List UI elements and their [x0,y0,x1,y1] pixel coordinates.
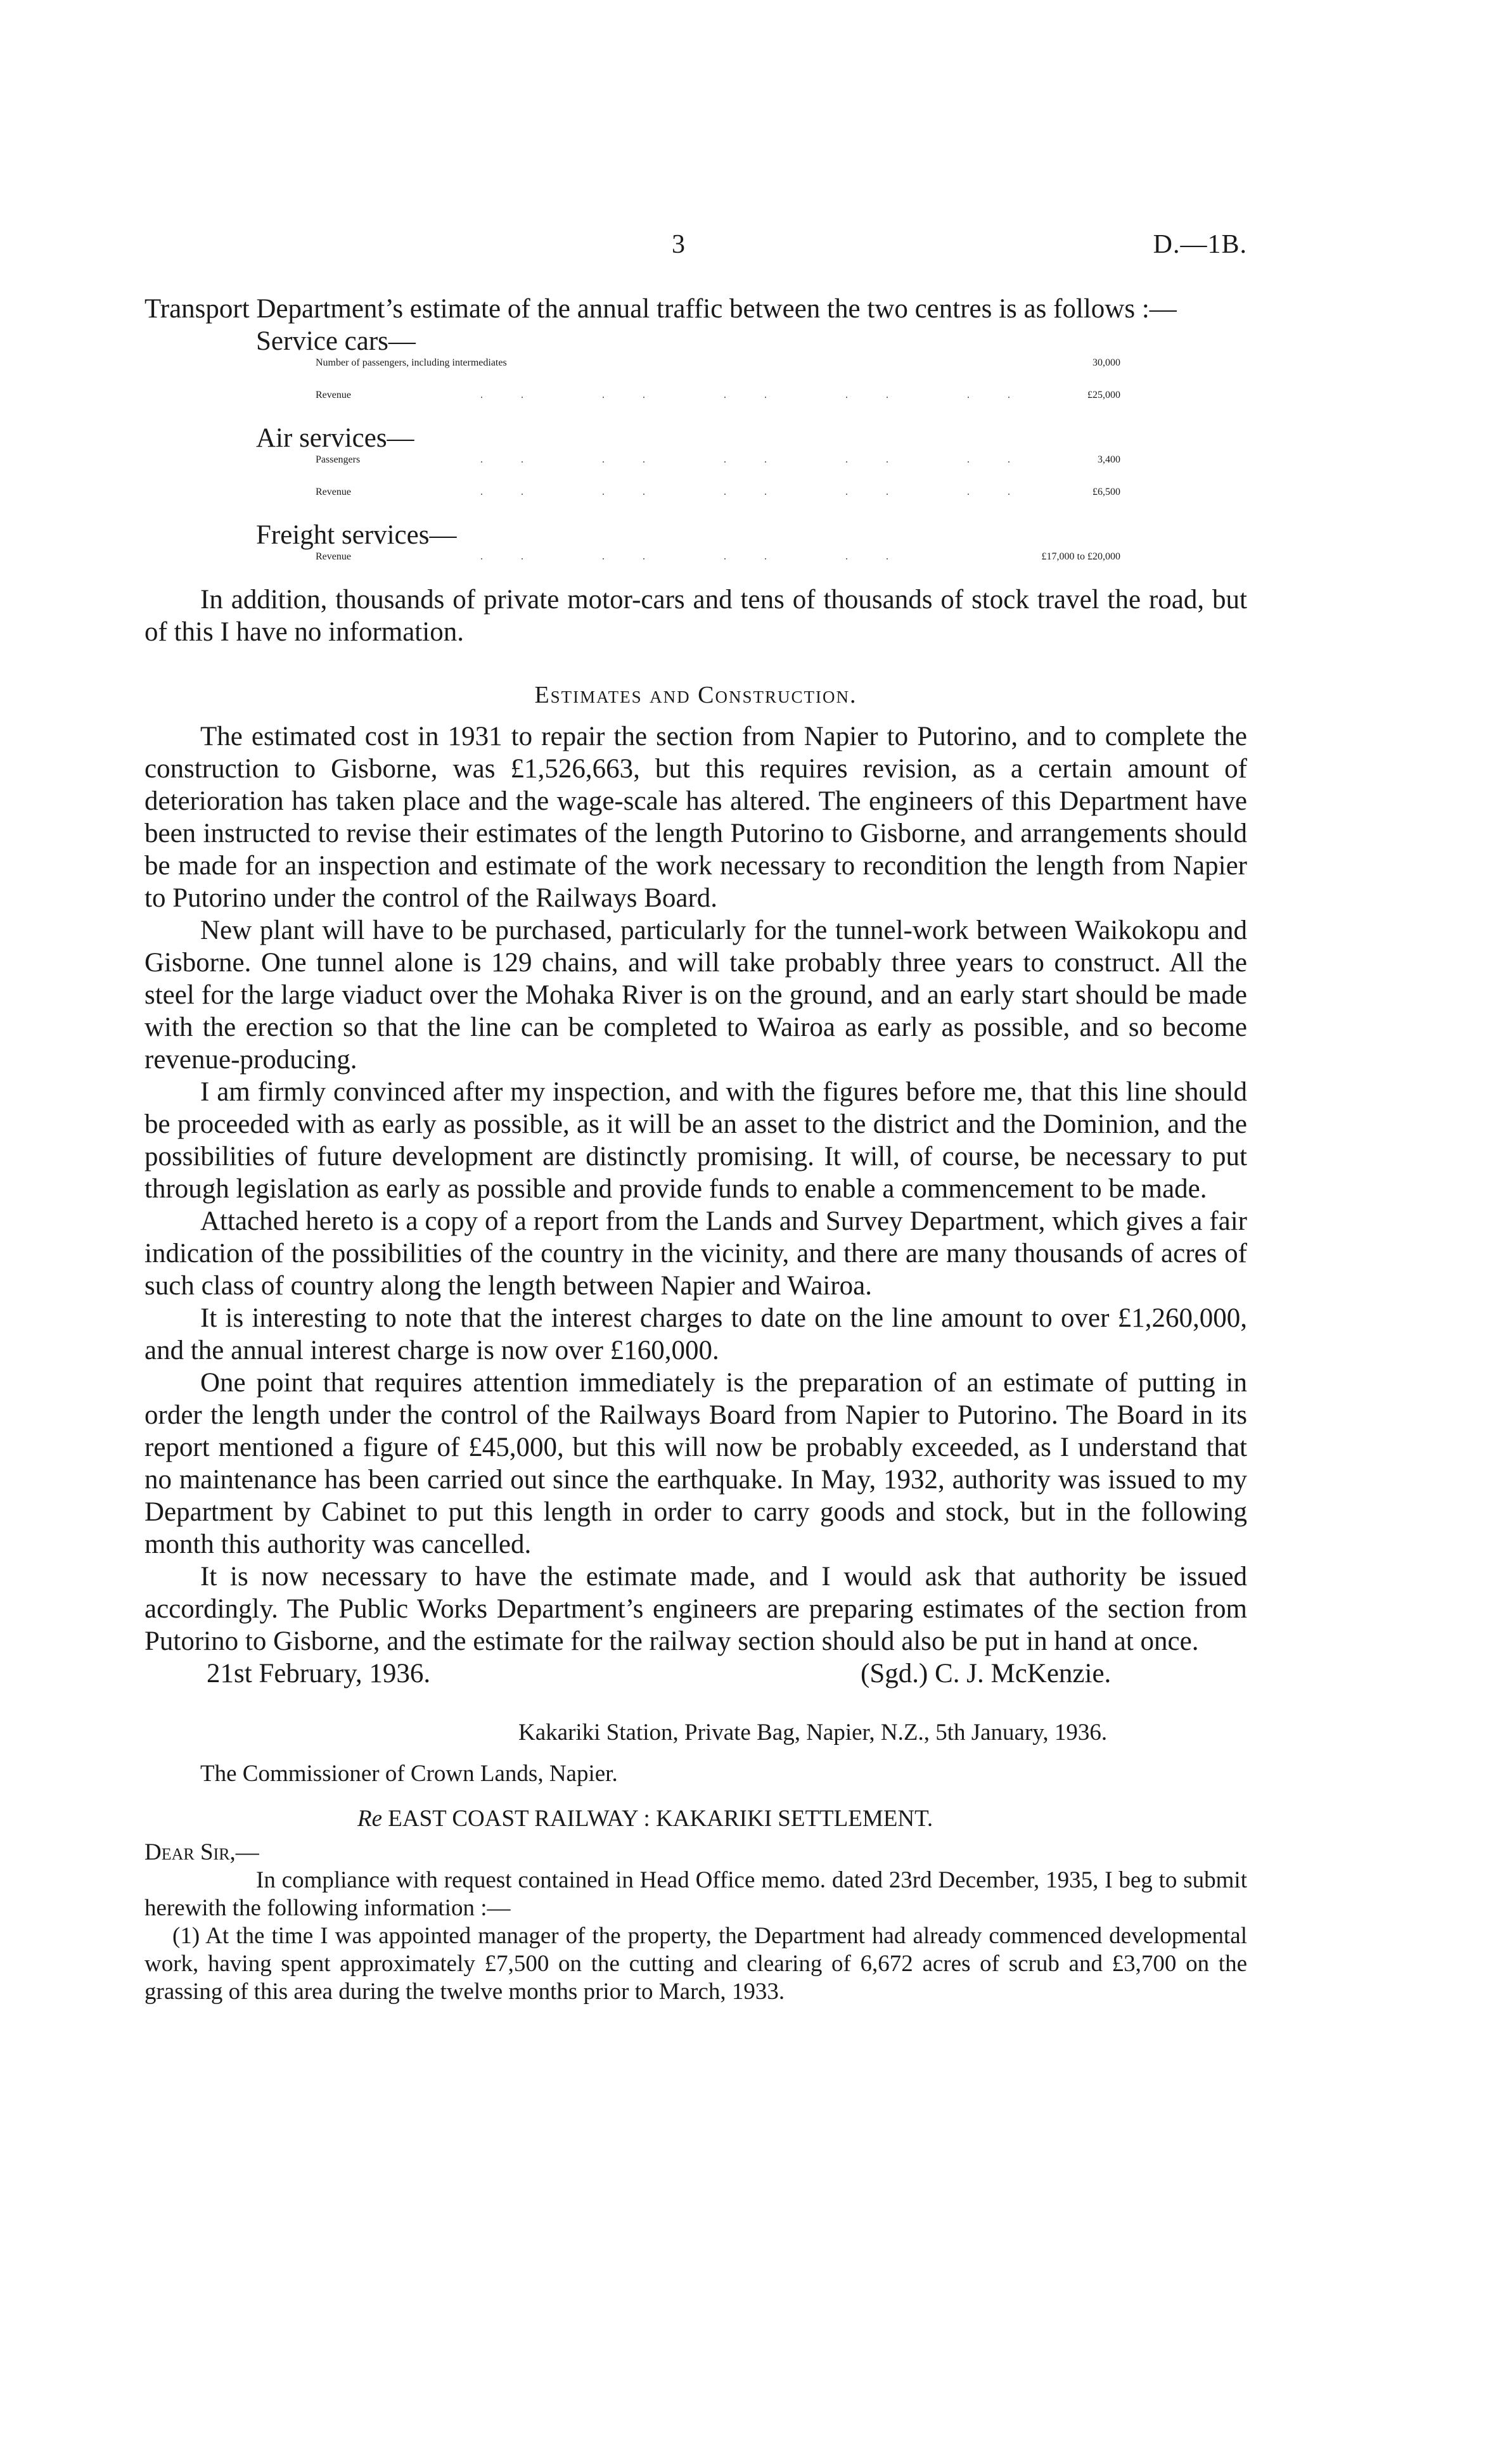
letter-paragraph: (1) At the time I was appointed manager of the property, the Department had already commenced developmental work, having spent approximately £7,500 on the cutting and clearing of 6,672 acres of scrub and £3,700 on the grassing of this area during the twelve months prior to March, 1933. [144,1923,1247,2005]
row-label: Revenue [316,487,351,497]
subject-text: EAST COAST RAILWAY : KAKARIKI SETTLEMENT. [388,1806,933,1832]
table-row [144,454,1120,487]
page-body [144,293,1247,2006]
table-row [144,487,1120,519]
table-row [144,357,1120,390]
row-value: £6,500 [1093,487,1120,497]
dot-leaders: .. .. .. .. .. [480,487,1048,497]
table-group-title: Freight services— [256,520,457,550]
dot-leaders: .. .. .. .. .. [480,454,1048,465]
row-label: Revenue [316,390,351,400]
table-group-freight-services [144,519,1120,551]
dot-leaders: .. .. .. .. .. [480,390,1048,400]
letter-paragraph: In compliance with request contained in Head Office memo. dated 23rd December, 1935, I beg to submit herewith the following information :— [144,1867,1247,1921]
paragraph: I am firmly convinced after my inspection, and with the figures before me, that this line should be proceeded with as early as possible, as it will be an asset to the district and the Dominion, and the possibilities of future development are distinctly promising. It will, of course, be necessary to put through legislation as early as possible and provide funds to enable a commencement to be made. [144,1077,1247,1204]
subject-prefix: Re [357,1806,383,1832]
report-date: 21st February, 1936. [207,1659,431,1688]
table-group-service-cars [144,325,1120,357]
table-group-title: Service cars— [256,326,416,356]
letter-subject [144,1804,1247,1833]
row-value: £25,000 [1087,390,1120,400]
paragraph: The estimated cost in 1931 to repair the section from Napier to Putorino, and to complete the construction to Gisborne, was £1,526,663, but this requires revision, as a certain amount of deterioration has taken place and the wage-scale has altered. The engineers of this Department have been instructed to revise their estimates of the length Putorino to Gisborne, and arrangements should be made for an inspection and estimate of the work necessary to recondition the length from Napier to Putorino under the control of the Railways Board. [144,722,1247,913]
paragraph: Attached hereto is a copy of a report from the Lands and Survey Department, which gives a fair indication of the possibilities of the country in the vicinity, and there are many thousands of acres of such class of country along the length between Napier and Wairoa. [144,1206,1247,1301]
salutation: Dear Sir,— [144,1839,259,1865]
letter-recipient: The Commissioner of Crown Lands, Napier. [200,1761,618,1787]
table-group-air-services [144,422,1120,454]
signature: (Sgd.) C. J. McKenzie. [861,1659,1112,1688]
letter-address: Kakariki Station, Private Bag, Napier, N.Z., 5th January, 1936. [518,1720,1108,1746]
paragraph: One point that requires attention immediately is the preparation of an estimate of putting in order the length under the control of the Railways Board from Napier to Putorino. The Board in its report mentioned a figure of £45,000, but this will now be probably exceeded, as I understand that no maintenance has been carried out since the earthquake. In May, 1932, authority was issued to my Department by Cabinet to put this length in order to carry goods and stock, but in the following month this authority was cancelled. [144,1368,1247,1559]
row-value: 30,000 [1093,357,1120,368]
row-value: 3,400 [1098,454,1120,465]
table-group-title: Air services— [256,423,414,453]
dot-leaders: .. .. .. .. [480,551,926,562]
paper-reference: D.—1B. [1153,230,1247,259]
traffic-estimate-table [144,325,1120,584]
row-label: Number of passengers, including intermediates [316,357,507,368]
paragraph: New plant will have to be purchased, particularly for the tunnel-work between Waikokopu and Gisborne. One tunnel alone is 129 chains, and will take probably three years to construct. All the steel for the large viaduct over the Mohaka River is on the ground, and an early start should be made with the erection so that the line can be completed to Wairoa as early as possible, and so become revenue-producing. [144,916,1247,1075]
additional-traffic-paragraph: In addition, thousands of private motor-cars and tens of thousands of stock travel the road, but of this I have no information. [144,585,1247,647]
intro-paragraph: Transport Department’s estimate of the annual traffic between the two centres is as follows :— [144,294,1177,324]
paragraph: It is now necessary to have the estimate made, and I would ask that authority be issued accordingly. The Public Works Department’s engineers are preparing estimates of the section from Putorino to Gisborne, and the estimate for the railway section should also be put in hand at once. [144,1562,1247,1656]
page-number: 3 [672,230,685,259]
row-value: £17,000 to £20,000 [1041,551,1120,562]
signature-row [144,1657,1247,1693]
table-row [144,551,1120,584]
page-header [0,229,1493,267]
paragraph: It is interesting to note that the interest charges to date on the line amount to over £1,260,000, and the annual interest charge is now over £160,000. [144,1303,1247,1365]
row-label: Passengers [316,454,361,465]
row-label: Revenue [316,551,351,562]
section-heading: Estimates and Construction. [534,682,857,708]
attached-letter [144,1718,1247,2006]
table-row [144,390,1120,422]
